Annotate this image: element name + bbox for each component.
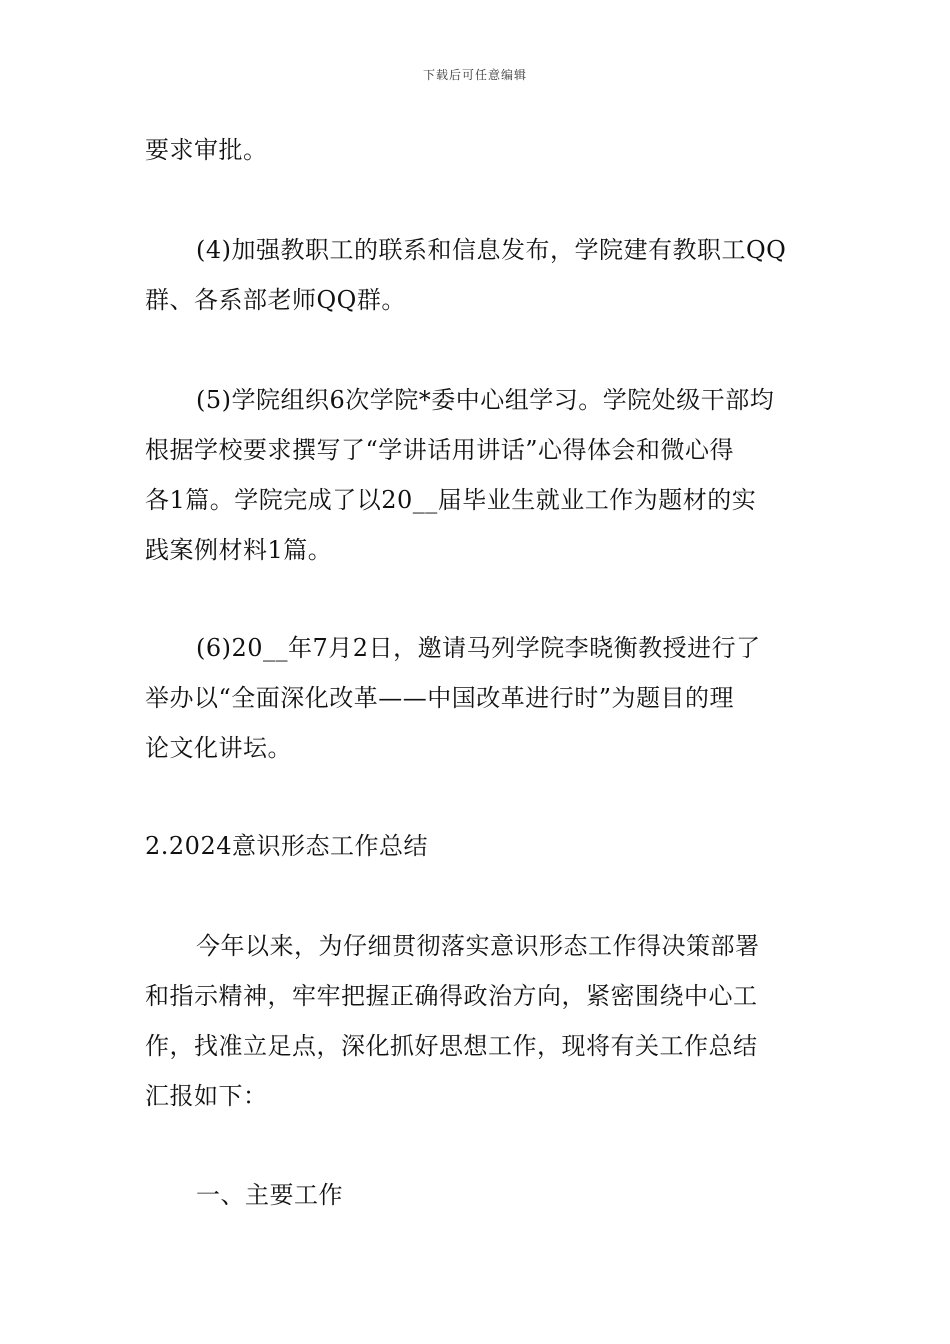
page-header-note: 下载后可任意编辑 <box>422 68 527 82</box>
text-line: (6)20__年7月2日，邀请马列学院李晓衡教授进行了 <box>196 634 761 662</box>
text-line: 各1篇。学院完成了以20__届毕业生就业工作为题材的实 <box>145 486 757 514</box>
text-line: (5)学院组织6次学院*委中心组学习。学院处级干部均 <box>196 386 775 414</box>
text-line: 论文化讲坛。 <box>145 734 292 762</box>
text-line: 群、各系部老师QQ群。 <box>145 286 406 314</box>
text-line: 践案例材料1篇。 <box>145 536 333 564</box>
text-line: 要求审批。 <box>145 136 268 164</box>
text-line: 今年以来，为仔细贯彻落实意识形态工作得决策部署 <box>196 932 760 960</box>
text-line: (4)加强教职工的联系和信息发布，学院建有教职工QQ <box>196 236 787 264</box>
section-heading: 2.2024意识形态工作总结 <box>145 832 428 860</box>
subsection-heading: 一、主要工作 <box>196 1181 343 1209</box>
text-line: 作，找准立足点，深化抓好思想工作，现将有关工作总结 <box>145 1032 758 1060</box>
text-line: 根据学校要求撰写了“学讲话用讲话”心得体会和微心得 <box>145 436 735 464</box>
text-line: 举办以“全面深化改革——中国改革进行时”为题目的理 <box>145 684 735 712</box>
text-line: 和指示精神，牢牢把握正确得政治方向，紧密围绕中心工 <box>145 982 758 1010</box>
text-line: 汇报如下： <box>145 1082 268 1110</box>
